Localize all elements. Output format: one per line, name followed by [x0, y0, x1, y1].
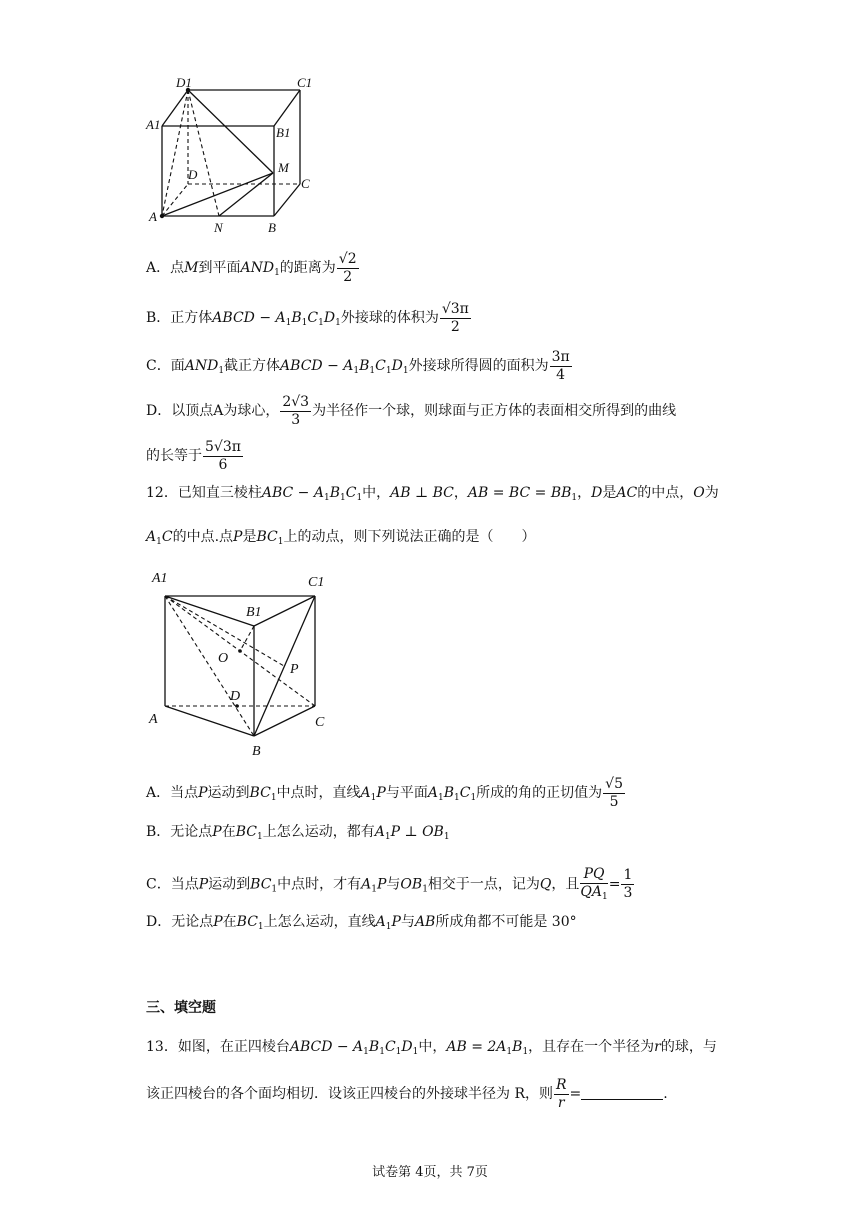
q12a-sub3: 1 [437, 793, 444, 804]
q13-sub4: 1 [412, 1047, 419, 1057]
label-c: C [301, 176, 310, 191]
q11c-num: 3π [551, 349, 570, 365]
q13-fraction [554, 1078, 569, 1110]
q12a-sub4: 1 [453, 793, 460, 804]
label-b: B [268, 220, 276, 235]
q12c-p: P [198, 876, 209, 893]
label-b1: B1 [246, 605, 262, 620]
q11a-suffix: 的距离为 [279, 260, 336, 277]
q12c-eq: = [608, 876, 621, 893]
q11b-num: √3π [441, 301, 469, 317]
q11b-body: ABCD − A [212, 310, 286, 327]
q12d-suffix: 所成角都不可能是 30° [435, 914, 577, 930]
q12a-sub2: 1 [370, 793, 377, 804]
q13-sub2: 1 [379, 1047, 385, 1057]
q12-stem-line2 [146, 530, 535, 547]
q11c-sub3: 1 [385, 366, 392, 377]
q12c-bc: BC [250, 876, 272, 893]
q12c-mid4: 相交于一点，记为 [427, 876, 540, 893]
q12-l2c: 的中点.点 [172, 529, 234, 545]
label-a1: A1 [146, 117, 161, 132]
q12d-ab: AB [414, 914, 436, 930]
q12-l2d: P [233, 529, 243, 545]
q12-option-a [146, 777, 626, 809]
q12c-ob: OB [400, 876, 423, 893]
q11b-prefix: B．正方体 [146, 310, 213, 327]
q12d-mid3: 与 [400, 914, 415, 930]
q12a-c: C [459, 785, 471, 802]
q11c-c: C [375, 358, 386, 375]
q12-l1i: AC [616, 485, 638, 501]
q12-l1b: 中， [362, 485, 391, 501]
q11d-fraction2 [203, 440, 243, 472]
q13-sub6: 1 [522, 1047, 529, 1057]
q13-b: B [368, 1039, 380, 1055]
q12-l1d: ， [453, 485, 468, 501]
q12d-p: P [213, 914, 223, 930]
q12-l1h: 是 [602, 485, 617, 501]
q11b-sub2: 1 [301, 318, 308, 329]
q11a-mid: 到平面 [198, 260, 241, 277]
q11-option-d [146, 395, 676, 427]
label-b1: B1 [276, 125, 291, 140]
q13-mid1: 中， [418, 1039, 447, 1055]
q12c-num2: 1 [623, 867, 633, 884]
label-c: C [315, 715, 325, 730]
q13-prefix: 13．如图，在正四棱台 [146, 1039, 290, 1055]
q12-l1: 12．已知直三棱柱 [146, 485, 262, 501]
label-p: P [290, 662, 299, 677]
q12c-mid1: 运动到 [208, 876, 251, 893]
q12c-mid5: ，且 [551, 876, 580, 893]
q11a-prefix: A．点 [146, 260, 185, 277]
q12c-q: Q [539, 876, 552, 893]
q11b-den: 2 [450, 318, 460, 335]
q11a-num: √2 [338, 251, 357, 267]
q12a-b: B [443, 785, 454, 802]
q11c-prefix: C．面 [146, 358, 185, 375]
q11c-plane: AND [184, 358, 219, 375]
q11-option-b [146, 302, 472, 334]
q12c-pp: P [377, 876, 387, 893]
q12d-sub1: 1 [257, 922, 264, 932]
q12c-mid3: 与 [386, 876, 401, 893]
page-footer: 试卷第 4页，共 7页 [372, 1165, 488, 1180]
q12b-sub3: 1 [443, 832, 450, 842]
q12a-suffix: 所成的角的正切值为 [476, 785, 603, 802]
q13-answer-blank [581, 1087, 663, 1100]
q12c-sub4: 1 [602, 891, 608, 902]
q13-num: R [556, 1077, 567, 1093]
label-n: N [214, 220, 223, 235]
q11a-plane: AND [240, 260, 275, 277]
q12a-mid1: 运动到 [207, 785, 250, 802]
q12c-den2: 3 [623, 885, 633, 902]
q12d-mid2: 上怎么运动，直线 [263, 914, 376, 930]
q13-line1 [146, 1040, 717, 1057]
label-c1: C1 [308, 575, 325, 590]
q12-sub1: 1 [323, 493, 330, 503]
label-a: A [149, 712, 158, 727]
q11d-prefix: D．以顶点A为球心， [146, 403, 280, 420]
q12d-bc: BC [236, 914, 258, 930]
q12d-sub2: 1 [385, 922, 392, 932]
q12-sub4: 1 [571, 493, 578, 503]
q12a-a1p: A [360, 785, 371, 802]
q11b-d: D [323, 310, 336, 327]
q11b-suffix: 外接球的体积为 [340, 310, 439, 327]
q12c-den: QA [580, 883, 602, 900]
q11-option-d-line2 [146, 440, 244, 472]
q11b-sub4: 1 [335, 318, 341, 329]
q12d-mid1: 在 [222, 914, 237, 930]
q13-mid2: ，且存在一个半径为 [528, 1039, 655, 1055]
q12b-sub2: 1 [384, 832, 391, 842]
q12a-mid2: 中点时，直线 [276, 785, 361, 802]
q12-l2b: C [161, 529, 173, 545]
q11a-den: 2 [343, 268, 353, 285]
q12b-mid1: 在 [221, 824, 236, 840]
q12-l1g: D [591, 485, 603, 501]
cube-figure [140, 74, 330, 240]
q12d-a1p: A [375, 914, 386, 930]
q13-sub5: 1 [506, 1047, 513, 1057]
q12b-rel: A [374, 824, 385, 840]
q11d-num2: 5√3π [205, 439, 241, 455]
q13-r: r [654, 1039, 661, 1055]
q12a-prefix: A．当点 [146, 785, 199, 802]
q12b-p: P [212, 824, 222, 840]
q11c-d: D [391, 358, 403, 375]
q12c-sub3: 1 [422, 884, 428, 895]
q12c-sub2: 1 [371, 884, 377, 895]
q11-option-a [146, 252, 360, 284]
q12a-num: √5 [605, 776, 623, 792]
section-title: 三、填空题 [146, 1000, 216, 1016]
q12-sub6: 1 [277, 537, 284, 547]
q12b-rel2: P ⊥ OB [390, 824, 444, 840]
q11b-fraction [440, 302, 471, 334]
q12-l1a: ABC − A [261, 485, 324, 501]
q12-sub5: 1 [156, 537, 162, 547]
q13-d: D [401, 1039, 413, 1055]
q11d-line2: 的长等于 [146, 448, 202, 465]
q11a-m: M [184, 260, 199, 277]
q13-sub1: 1 [363, 1047, 369, 1057]
q12c-prefix: C．当点 [146, 876, 199, 893]
q12a-plane: A [427, 785, 438, 802]
q11b-sub: 1 [285, 318, 292, 329]
q12-l1j: 的中点， [637, 485, 694, 501]
q11c-fraction [550, 350, 572, 382]
q12a-sub1: 1 [270, 793, 277, 804]
q12-l2a: A [146, 529, 157, 545]
q12c-sub1: 1 [271, 884, 278, 895]
prism-figure [140, 566, 340, 760]
q11c-sub4: 1 [402, 366, 409, 377]
q11c-b: B [359, 358, 370, 375]
q12a-pp: P [376, 785, 386, 802]
q11c-den: 4 [556, 366, 566, 383]
q11c-body: ABCD − A [280, 358, 354, 375]
q13-b2: B [512, 1039, 523, 1055]
q12d-pp: P [391, 914, 401, 930]
q12c-a1p: A [361, 876, 372, 893]
label-o: O [218, 651, 229, 666]
label-d: D [230, 689, 241, 704]
q11b-sub3: 1 [318, 318, 324, 329]
q12a-fraction [603, 777, 625, 809]
q12b-prefix: B．无论点 [146, 824, 213, 840]
q11c-sub1: 1 [353, 366, 360, 377]
label-d1: D1 [176, 75, 192, 90]
q11c-sub: 1 [218, 366, 225, 377]
q11d-den2: 6 [218, 456, 228, 473]
q11-option-c [146, 350, 573, 382]
q13-line2-text: 该正四棱台的各个面均相切．设该正四棱台的外接球半径为 R，则 [146, 1086, 553, 1103]
q12-c1: C [345, 485, 357, 501]
q11d-num: 2√3 [282, 394, 310, 410]
q11c-mid: 截正方体 [224, 358, 281, 375]
q12-sub2: 1 [339, 493, 346, 503]
q11d-den: 3 [291, 411, 301, 428]
q12-stem-line1 [146, 486, 719, 503]
q12-option-d [146, 915, 577, 932]
q11c-suffix: 外接球所得圆的面积为 [408, 358, 549, 375]
q13-sub3: 1 [395, 1047, 402, 1057]
q13-mid3: 的球，与 [660, 1039, 717, 1055]
q11c-sub2: 1 [369, 366, 376, 377]
q13-den: r [557, 1094, 565, 1111]
q13-end: . [663, 1086, 668, 1103]
label-m: M [278, 160, 289, 175]
q13-body: ABCD − A [289, 1039, 364, 1055]
q11d-suffix: 为半径作一个球，则球面与正方体的表面相交所得到的曲线 [312, 403, 677, 420]
q12-b1: B [329, 485, 340, 501]
q12-l2f: BC [256, 529, 278, 545]
q12-l2g: 上的动点，则下列说法正确的是（ ） [283, 529, 536, 545]
q12c-num: PQ [580, 867, 607, 884]
q12c-mid2: 中点时，才有 [277, 876, 362, 893]
q12a-sub5: 1 [470, 793, 477, 804]
q11d-fraction [280, 395, 311, 427]
q11a-fraction [337, 252, 359, 284]
q12-l1e: AB = BC = BB [467, 485, 572, 501]
q12c-fraction [580, 867, 607, 902]
q12c-fraction2 [621, 868, 634, 900]
q12b-sub1: 1 [256, 832, 263, 842]
q12-l1f: ， [577, 485, 592, 501]
q12b-bc: BC [235, 824, 257, 840]
q12-option-c [146, 867, 635, 902]
q12b-mid2: 上怎么运动，都有 [262, 824, 375, 840]
q12a-bc: BC [249, 785, 271, 802]
q11b-c: C [307, 310, 319, 327]
q12-l1l: 为 [704, 485, 719, 501]
label-b: B [252, 744, 261, 759]
q13-rel: AB = 2A [446, 1039, 507, 1055]
q11b-b: B [291, 310, 302, 327]
label-d: D [188, 167, 198, 182]
q12c-den-wrap [580, 884, 607, 902]
q13-line2 [146, 1078, 668, 1110]
q12a-p: P [198, 785, 208, 802]
label-a1: A1 [152, 571, 168, 586]
label-c1: C1 [297, 75, 313, 90]
q12-sub3: 1 [356, 493, 363, 503]
q12a-den: 5 [609, 793, 619, 810]
q12-l1c: AB ⊥ BC [390, 485, 454, 501]
q13-eq: = [569, 1086, 582, 1103]
q12a-mid3: 与平面 [385, 785, 428, 802]
q12-l2e: 是 [242, 529, 257, 545]
q11a-sub: 1 [274, 268, 280, 279]
q12-l1k: O [693, 485, 705, 501]
label-a: A [149, 209, 157, 224]
q13-c: C [384, 1039, 396, 1055]
q12-option-b [146, 825, 450, 842]
q12d-prefix: D．无论点 [146, 914, 214, 930]
